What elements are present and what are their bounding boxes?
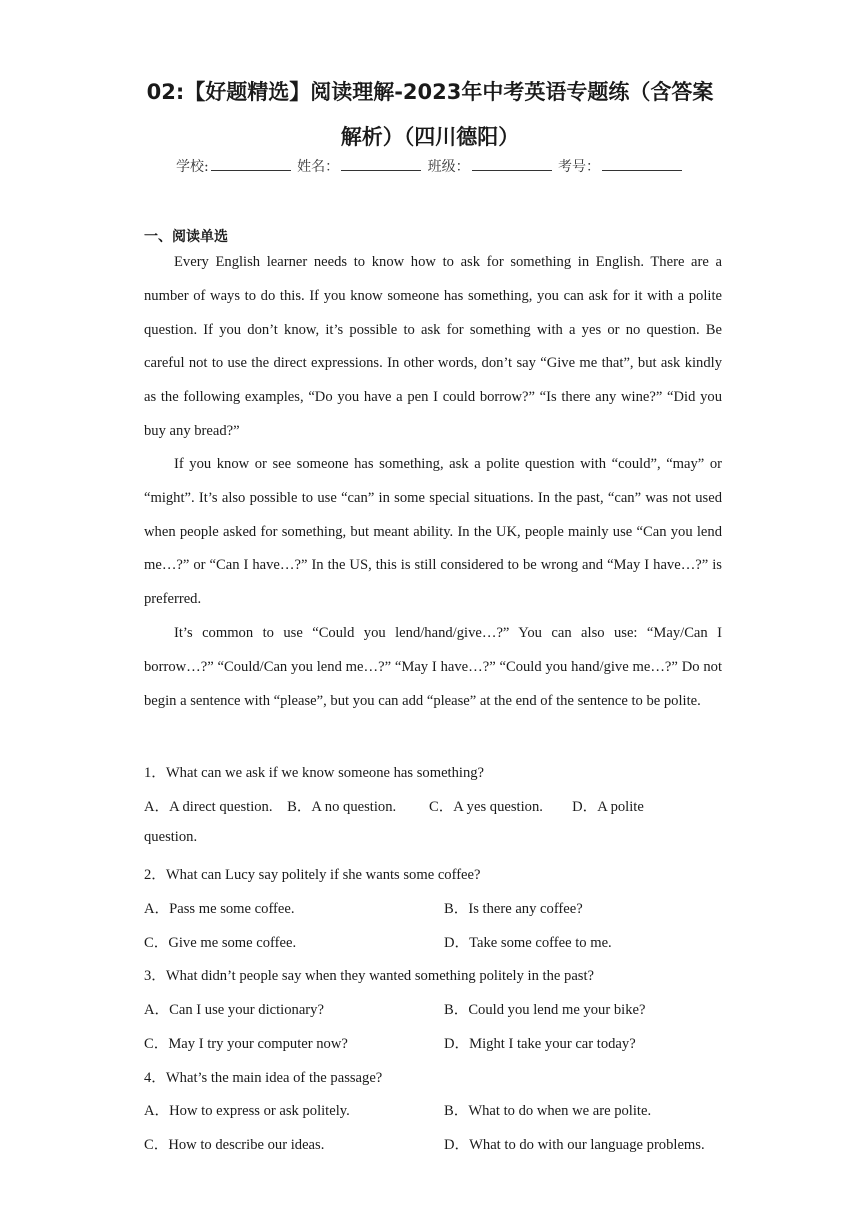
- section-title: 一、阅读单选: [144, 229, 228, 245]
- question-4-stem: 4．What’s the main idea of the passage?: [144, 1070, 383, 1086]
- question-2-option-d: D．Take some coffee to me.: [444, 935, 612, 951]
- class-blank: [472, 157, 552, 171]
- question-3-option-a: A．Can I use your dictionary?: [144, 1002, 324, 1018]
- name-blank: [341, 157, 421, 171]
- question-3-stem: 3．What didn’t people say when they wanted something politely in the past?: [144, 968, 595, 984]
- exam-no-blank: [602, 157, 682, 171]
- question-1-options: A．A direct question. B．A no question. C．A yes question. D．A polite: [144, 799, 644, 815]
- question-2-option-a: A．Pass me some coffee.: [144, 901, 295, 917]
- paragraph-text: It’s common to use “Could you lend/hand/give…?” You can also use: “May/Can I borrow…?” “Could/Can you lend me…?” “May I have…?” “Could you hand/give me…?” Do not begin a sentence with “please”, but you can add “please” at the end of the sentence to be polite.: [144, 625, 722, 709]
- question-3-option-b: B．Could you lend me your bike?: [444, 1002, 646, 1018]
- paragraph-text: Every English learner needs to know how to ask for something in English. There are a number of ways to do this. If you know someone has something, you can ask for it with a polite question. If you don’t know, it’s possible to ask for something with a yes or no question. Be careful not to use the direct expressions. In other words, don’t say “Give me that”, but ask kindly as the following examples, “Do you have a pen I could borrow?” “Is there any wine?” “Did you buy any bread?”: [144, 254, 722, 439]
- student-info-line: [0, 156, 860, 176]
- question-3-option-c: C．May I try your computer now?: [144, 1036, 348, 1052]
- school-blank: [211, 157, 291, 171]
- question-1-options-wrap: question.: [144, 829, 198, 845]
- question-1-stem: 1．What can we ask if we know someone has something?: [144, 765, 485, 781]
- exam-no-label: 考号：: [558, 159, 601, 175]
- question-4-option-b: B．What to do when we are polite.: [444, 1103, 652, 1119]
- question-2-stem: 2．What can Lucy say politely if she wants some coffee?: [144, 867, 481, 883]
- doc-title-line-2: 解析）（四川德阳）: [340, 125, 520, 149]
- question-4-option-a: A．How to express or ask politely.: [144, 1103, 350, 1119]
- passage-paragraph-3: [144, 617, 722, 718]
- question-3-option-d: D．Might I take your car today?: [444, 1036, 636, 1052]
- school-label: 学校:: [175, 159, 209, 175]
- question-4-option-d: D．What to do with our language problems.: [444, 1137, 705, 1153]
- question-2-option-c: C．Give me some coffee.: [144, 935, 297, 951]
- passage-paragraph-1: [144, 246, 722, 449]
- passage-paragraph-2: [144, 448, 722, 617]
- paragraph-text: If you know or see someone has something, ask a polite question with “could”, “may” or “might”. It’s also possible to use “can” in some special situations. In the past, “can” was not used when people asked for something, but meant ability. In the UK, people mainly use “Can you lend me…?” or “Can I have…?” In the US, this is still considered to be wrong and “May I have…?” is preferred.: [144, 456, 722, 608]
- doc-title-line-1: 02:【好题精选】阅读理解-2023年中考英语专题练（含答案: [146, 80, 714, 104]
- name-label: 姓名：: [297, 159, 340, 175]
- question-4-option-c: C．How to describe our ideas.: [144, 1137, 325, 1153]
- question-2-option-b: B．Is there any coffee?: [444, 901, 583, 917]
- class-label: 班级：: [427, 159, 470, 175]
